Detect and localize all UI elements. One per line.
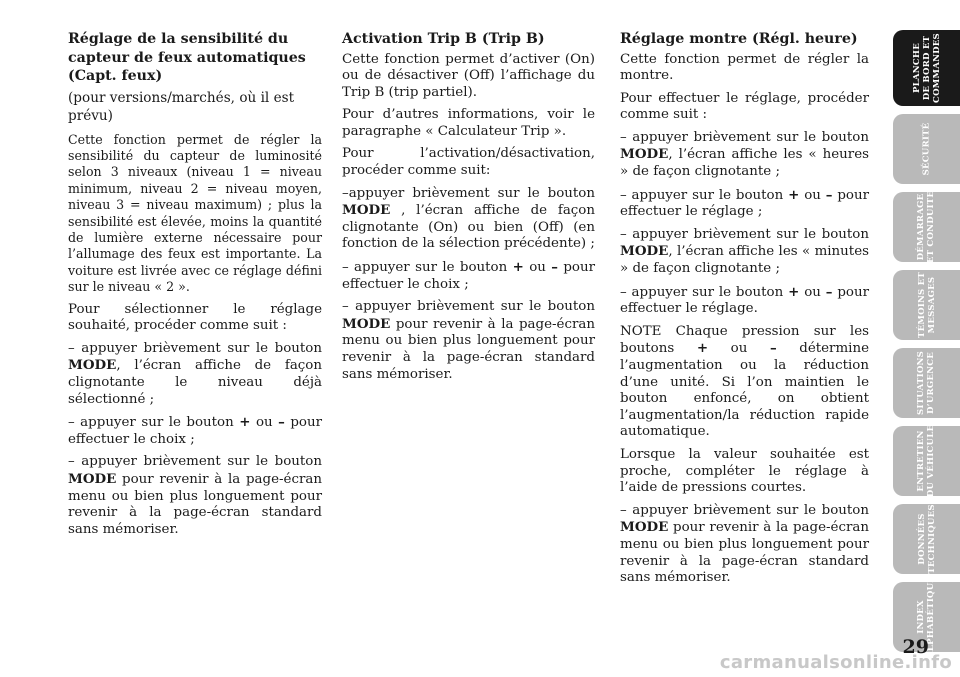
section-subtitle: (pour versions/marchés, où il est prévu) (68, 89, 295, 124)
tab-planche-de-bord[interactable] (893, 30, 960, 106)
section-title-clock: Réglage montre (Régl. heure) (620, 31, 858, 47)
tab-securite[interactable] (893, 114, 960, 184)
minus-key: – (278, 414, 285, 431)
watermark: carmanualsonline.info (719, 652, 952, 673)
chapter-tabs (893, 30, 960, 660)
minus-key: – (825, 186, 833, 203)
step-item: – appuyer brièvement sur le bouton MODE, l’écran affiche les « heures » de façon clignotante ; (620, 129, 869, 180)
tab-label: TÉMOINS ET MESSAGES (916, 272, 937, 338)
step-item: – appuyer brièvement sur le bouton MODE pour revenir à la page-écran menu ou bien plus longuement pour revenir à la page-écran standard sans mémoriser. (342, 299, 595, 382)
paragraph: Lorsque la valeur souhaitée est proche, compléter le réglage à l’aide de pressions courtes. (620, 446, 869, 496)
step-item: – appuyer brièvement sur le bouton MODE, l’écran affiche de façon clignotante le niveau déjà sélectionné ; (68, 340, 322, 407)
step-item: – appuyer brièvement sur le bouton MODE, l’écran affiche les « minutes » de façon clignotante ; (620, 226, 869, 277)
step-item: – appuyer sur le bouton + ou – pour effectuer le réglage ; (620, 186, 869, 220)
mode-key: MODE (620, 243, 669, 260)
plus-key: + (788, 186, 800, 203)
mode-key: MODE (620, 519, 669, 536)
paragraph: Pour l’activation/désactivation, procéder comme suit: (342, 146, 595, 179)
tab-label: SÉCURITÉ (921, 122, 932, 176)
paragraph: Cette fonction permet de régler la montre. (620, 51, 869, 84)
step-item: – appuyer sur le bouton + ou – pour effectuer le réglage. (620, 283, 869, 317)
tab-donnees-techniques[interactable] (893, 504, 960, 574)
plus-key: + (788, 283, 800, 300)
tab-temoins[interactable] (893, 270, 960, 340)
step-item: – appuyer brièvement sur le bouton MODE pour revenir à la page-écran menu ou bien plus longuement pour revenir à la page-écran standard sans mémoriser. (68, 454, 322, 537)
tab-label: DONNÉES TECHNIQUES (916, 504, 937, 574)
tab-label: ENTRETIEN DU VÉHICULE (916, 424, 937, 498)
tab-label: DÉMARRAGE ET CONDUITE (916, 190, 937, 264)
paragraph: Pour effectuer le réglage, procéder comme suit : (620, 90, 869, 123)
minus-key: – (551, 259, 558, 276)
column-left (68, 30, 322, 544)
tab-label: INDEX ALPHABÉTIQUE (916, 575, 937, 659)
section-title-trip-b: Activation Trip B (Trip B) (342, 31, 545, 47)
step-item: – appuyer sur le bouton + ou – pour effectuer le choix ; (342, 259, 595, 292)
tab-label: SITUATIONS D’URGENCE (916, 350, 937, 416)
plus-key: + (239, 414, 251, 431)
mode-key: MODE (342, 315, 391, 332)
column-right (620, 30, 869, 593)
plus-key: + (696, 340, 709, 357)
mode-key: MODE (620, 146, 669, 163)
paragraph: Cette fonction permet d’activer (On) ou de désactiver (Off) l’affichage du Trip B (trip partiel). (342, 51, 595, 100)
mode-key: MODE (68, 470, 117, 487)
paragraph: Pour d’autres informations, voir le paragraphe « Calculateur Trip ». (342, 107, 595, 139)
paragraph: Pour sélectionner le réglage souhaité, procéder comme suit : (68, 301, 322, 334)
tab-demarrage[interactable] (893, 192, 960, 262)
section-title-light-sensor: Réglage de la sensibilité du capteur de feux automatiques (Capt. feux) (68, 31, 306, 84)
minus-key: – (769, 340, 777, 357)
note-paragraph: NOTE Chaque pression sur les boutons + ou – détermine l’augmentation ou la réduction d’une unité. Si l’on maintien le bouton enfoncé, on obtient l’augmentation/la réduction rapide automatique. (620, 323, 869, 440)
minus-key: – (825, 283, 833, 300)
step-item: –appuyer brièvement sur le bouton MODE , l’écran affiche de façon clignotante (On) ou bien (Off) (en fonction de la sélection précédente) ; (342, 185, 595, 252)
paragraph: Cette fonction permet de régler la sensibilité du capteur de luminosité selon 3 niveaux (niveau 1 = niveau minimum, niveau 2 = niveau moyen, niveau 3 = niveau maximum) ; plus la sensibilité est élevée, moins la quantité de lumière externe nécessaire pour l’allumage des feux est importante. La voiture est livrée avec ce réglage défini sur le niveau « 2 ». (68, 131, 322, 295)
step-item: – appuyer brièvement sur le bouton MODE pour revenir à la page-écran menu ou bien plus longuement pour revenir à la page-écran standard sans mémoriser. (620, 502, 869, 586)
plus-key: + (512, 259, 524, 276)
tab-label: PLANCHE DE BORD ET COMMANDES (911, 33, 942, 103)
tab-entretien[interactable] (893, 426, 960, 496)
column-middle (342, 30, 595, 389)
step-item: – appuyer sur le bouton + ou – pour effectuer le choix ; (68, 414, 322, 447)
page-number: 29 (902, 636, 929, 658)
mode-key: MODE (342, 202, 391, 219)
mode-key: MODE (68, 357, 117, 374)
tab-situations-urgence[interactable] (893, 348, 960, 418)
